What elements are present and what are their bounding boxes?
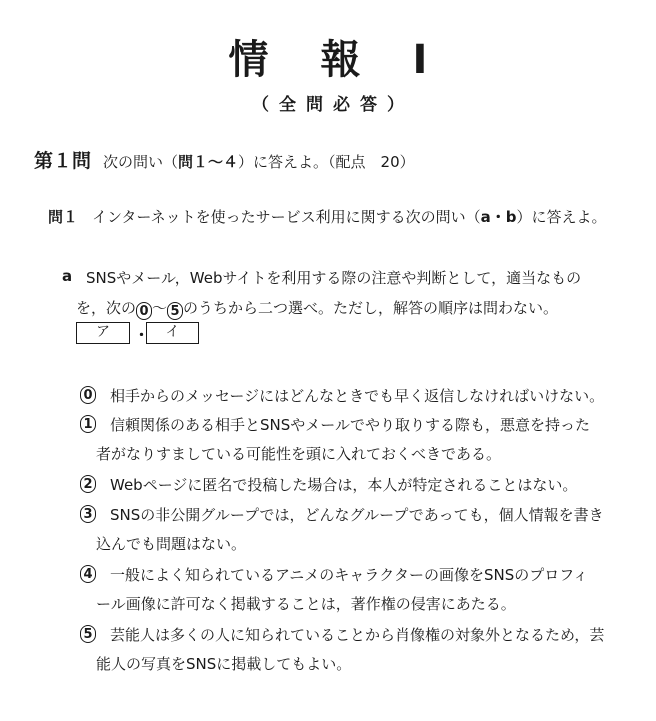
- part-a-label: a: [62, 267, 73, 285]
- option-3-line-1: SNSの非公開グループでは，どんなグループであっても，個人情報を書き: [110, 506, 604, 524]
- option-1-line-2: 者がなりすましている可能性を頭に入れておくべきである。: [96, 445, 502, 463]
- question-intro-range: 問１～４: [178, 153, 239, 171]
- option-2-number: 2: [80, 475, 96, 493]
- part-a-line-2-pre: を，次の: [76, 299, 137, 317]
- option-5-number: 5: [80, 625, 96, 643]
- option-1-line-1: 信頼関係のある相手とSNSやメールでやり取りする際も，悪意を持った: [110, 416, 590, 434]
- option-0-line-1: 相手からのメッセージにはどんなときでも早く返信しなければいけない。: [110, 387, 605, 405]
- subquestion-text-post: ）に答えよ。: [516, 208, 607, 226]
- part-a-line-1: SNSやメール，Webサイトを利用する際の注意や判断として，適当なもの: [86, 269, 582, 287]
- page-subtitle: （全問必答）: [252, 95, 414, 115]
- option-4-line-1: 一般によく知られているアニメのキャラクターの画像をSNSのプロフィ: [110, 566, 589, 584]
- answer-box-b[interactable]: イ: [146, 322, 199, 344]
- option-3-line-2: 込んでも問題はない。: [96, 535, 247, 553]
- subquestion-text-parts: a・b: [480, 208, 517, 226]
- question-intro-pre: 次の問い（: [103, 153, 179, 171]
- part-a-line-2: [76, 297, 558, 320]
- answer-separator: ・: [134, 326, 150, 344]
- option-4-line-2: ール画像に許可なく掲載することは，著作権の侵害にあたる。: [96, 595, 516, 613]
- range-separator: ～: [152, 299, 168, 317]
- option-2-line-1: Webページに匿名で投稿した場合は，本人が特定されることはない。: [110, 476, 578, 494]
- option-1-number: 1: [80, 415, 96, 433]
- question-number: 第１問: [34, 150, 92, 172]
- question-header: [34, 146, 415, 173]
- answer-box-a[interactable]: ア: [76, 322, 130, 344]
- option-5-line-2: 能人の写真をSNSに掲載してもよい。: [96, 655, 352, 673]
- range-start-number: 0: [136, 302, 152, 320]
- option-5-line-1: 芸能人は多くの人に知られていることから肖像権の対象外となるため，芸: [110, 626, 605, 644]
- subquestion-header: [48, 206, 607, 227]
- question-intro-post: ）に答えよ。（配点 20）: [238, 153, 415, 171]
- option-0-number: 0: [80, 386, 96, 404]
- range-end-number: 5: [167, 302, 183, 320]
- page-title: 情報Ⅰ: [228, 37, 480, 83]
- subquestion-text-pre: インターネットを使ったサービス利用に関する次の問い（: [92, 208, 481, 226]
- part-a-line-2-post: のうちから二つ選べ。ただし，解答の順序は問わない。: [183, 299, 559, 317]
- option-3-number: 3: [80, 505, 96, 523]
- option-4-number: 4: [80, 565, 96, 583]
- subquestion-number: 問１: [48, 208, 79, 226]
